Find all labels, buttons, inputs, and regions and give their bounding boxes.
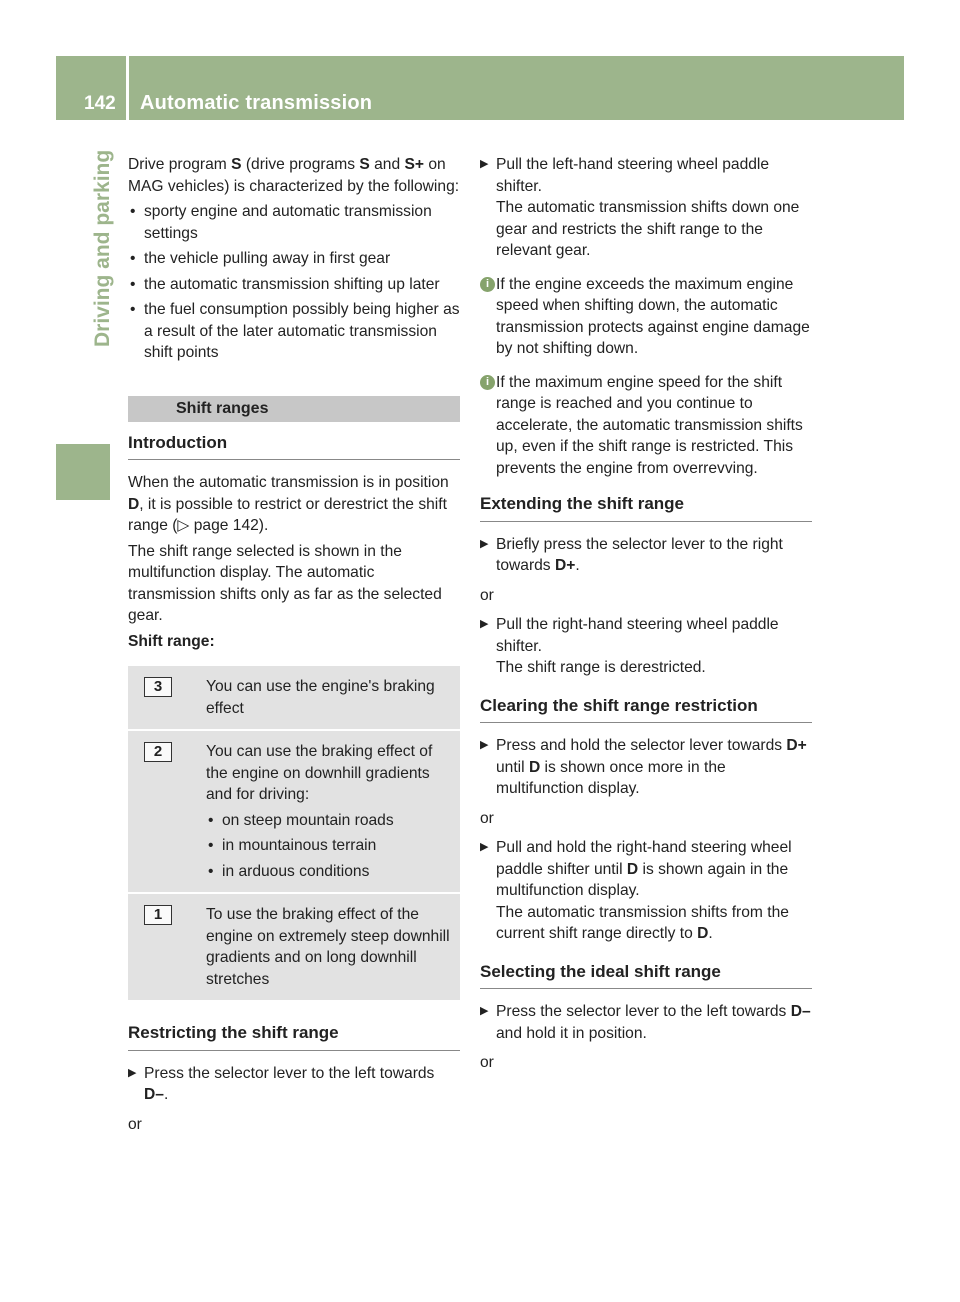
table-cell: To use the braking effect of the engine on extremely steep downhill gradients and on long downhill stretches xyxy=(206,906,450,988)
arrow-right-icon: ▶ xyxy=(480,158,489,170)
extending-heading: Extending the shift range xyxy=(480,493,812,522)
page-reference-icon: ▷ xyxy=(177,517,190,534)
bullet-icon: • xyxy=(130,301,136,318)
clearing-heading: Clearing the shift range restriction xyxy=(480,695,812,724)
info-icon: i xyxy=(480,277,495,292)
bullet-icon: • xyxy=(208,862,214,880)
arrow-right-icon: ▶ xyxy=(480,739,489,751)
table-row xyxy=(128,894,460,1000)
bullet-icon: • xyxy=(208,811,214,829)
restricting-heading: Restricting the shift range xyxy=(128,1022,460,1051)
bullet-icon: • xyxy=(130,250,136,267)
bullet-icon: • xyxy=(130,203,136,220)
shift-range-paragraph: The shift range selected is shown in the multifunction display. The automatic transmission shifts only as far as the selected gear. xyxy=(128,542,442,624)
bullet-icon: • xyxy=(208,837,214,854)
instruction-step: ▶ Pull the right-hand steering wheel paddle shifter. The shift range is derestricted. xyxy=(480,616,779,676)
table-row xyxy=(128,731,460,894)
section-title: Automatic transmission xyxy=(140,92,373,114)
gear-2-key-icon: 2 xyxy=(144,742,172,762)
list-item: • on steep mountain roads xyxy=(206,810,454,832)
or-text: or xyxy=(480,586,494,604)
arrow-right-icon: ▶ xyxy=(480,537,489,550)
or-text: or xyxy=(480,809,494,827)
table-cell: You can use the engine's braking effect xyxy=(206,678,435,717)
side-tab-block xyxy=(56,444,110,500)
instruction-step: ▶ Press and hold the selector lever towards D+ until D is shown once more in the multifunction display. xyxy=(480,737,807,797)
page-number: 142 xyxy=(84,93,116,114)
intro-paragraph: When the automatic transmission is in position D, it is possible to restrict or derestrict the shift range (▷ page 142). xyxy=(128,474,449,534)
list-item: • the automatic transmission shifting up later xyxy=(128,274,460,296)
gear-3-key-icon: 3 xyxy=(144,677,172,697)
table-row xyxy=(128,666,460,731)
introduction-heading: Introduction xyxy=(128,432,460,461)
list-item: • in arduous conditions xyxy=(206,861,454,883)
info-note: i If the maximum engine speed for the shift range is reached and you continue to accelerate, the automatic transmission shifts up, even if the shift range is restricted. This prevents the engine from overrevving. xyxy=(480,372,812,480)
arrow-right-icon: ▶ xyxy=(128,1066,137,1079)
list-item: • the fuel consumption possibly being higher as a result of the later automatic transmission shift points xyxy=(130,301,460,361)
side-tab-label: Driving and parking xyxy=(91,150,114,348)
instruction-step: ▶ Press the selector lever to the left towards D– and hold it in position. xyxy=(480,1003,811,1042)
list-item: • sporty engine and automatic transmission settings xyxy=(130,203,432,242)
shift-range-label: Shift range: xyxy=(128,632,215,650)
bullet-icon: • xyxy=(130,275,136,293)
table-cell: You can use the braking effect of the engine on downhill gradients and for driving: • on steep mountain roads • in mountainous terrain • in arduous conditions xyxy=(206,741,460,882)
instruction-step: ▶ Briefly press the selector lever to the right towards D+. xyxy=(480,535,783,574)
or-text: or xyxy=(128,1115,142,1133)
info-note: i If the engine exceeds the maximum engine speed when shifting down, the automatic transmission protects against engine damage by not shifting down. xyxy=(480,274,812,360)
left-column xyxy=(128,154,460,1135)
instruction-step: ▶ Press the selector lever to the left towards D–. xyxy=(128,1064,435,1103)
instruction-step: ▶ Pull the left-hand steering wheel paddle shifter. The automatic transmission shifts down one gear and restricts the shift range to the relevant gear. xyxy=(480,156,800,259)
shift-ranges-heading: Shift ranges xyxy=(128,396,460,422)
list-item: • the vehicle pulling away in first gear xyxy=(128,248,460,270)
drive-program-intro: Drive program S (drive programs S and S+ on MAG vehicles) is characterized by the following: xyxy=(128,156,460,195)
header-separator xyxy=(126,56,129,120)
list-item: • in mountainous terrain xyxy=(206,835,454,857)
gear-1-key-icon: 1 xyxy=(144,905,172,925)
selecting-heading: Selecting the ideal shift range xyxy=(480,961,812,990)
shift-range-table xyxy=(128,666,460,1000)
arrow-right-icon: ▶ xyxy=(480,1005,489,1017)
or-text: or xyxy=(480,1054,494,1071)
arrow-right-icon: ▶ xyxy=(480,618,489,630)
info-icon: i xyxy=(480,375,495,390)
instruction-step: ▶ Pull and hold the right-hand steering wheel paddle shifter until D is shown again in the multifunction display. The automatic transmission shifts from the current shift range directly to D. xyxy=(480,839,792,942)
right-column xyxy=(480,154,812,1074)
arrow-right-icon: ▶ xyxy=(480,841,489,853)
